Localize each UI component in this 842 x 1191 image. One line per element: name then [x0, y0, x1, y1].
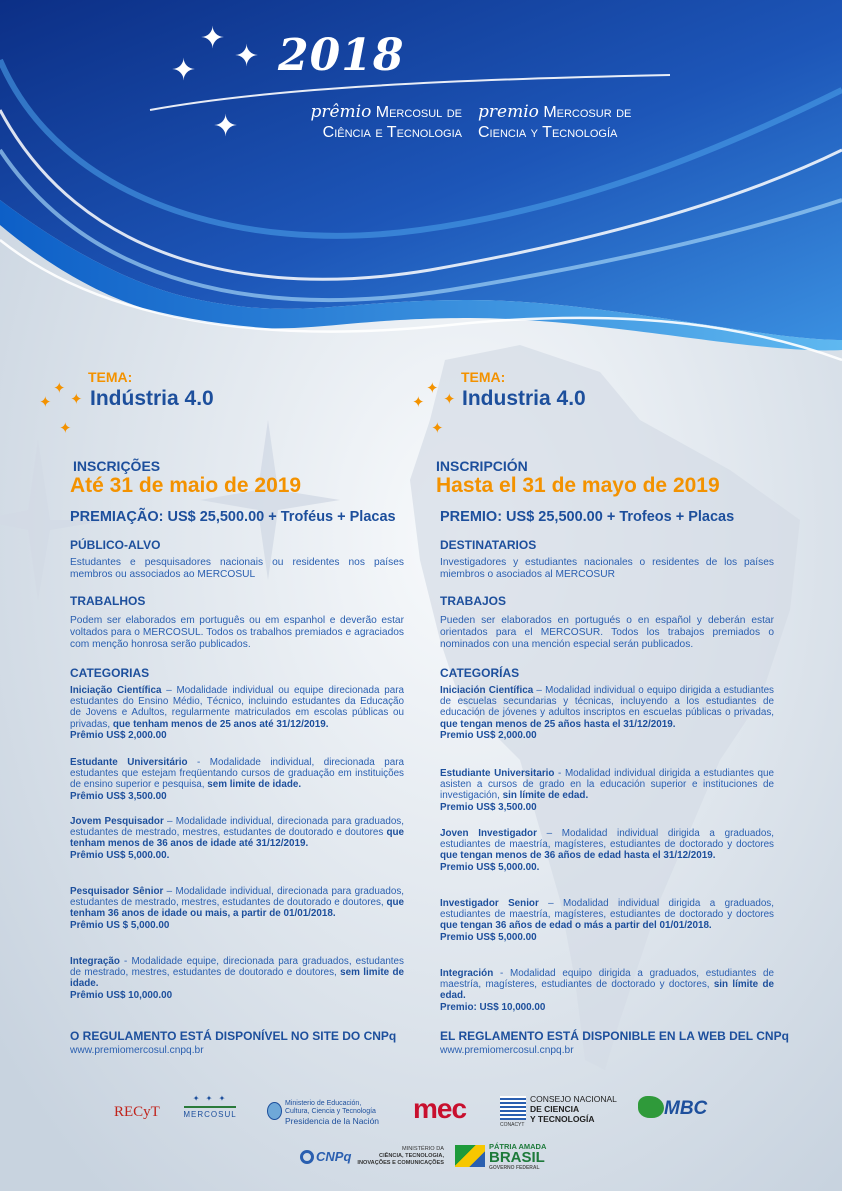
section-title: TRABAJOS	[440, 594, 507, 608]
mctic-logo: MINISTÉRIO DA CIÊNCIA, TECNOLOGIA, INOVAÇÕES E COMUNICAÇÕES	[357, 1146, 444, 1166]
star-icon: ✦	[171, 54, 197, 87]
tema-label: TEMA:	[461, 369, 506, 385]
star-icon: ✦ ✦ ✦	[192, 1094, 228, 1103]
star-icon: ✦	[200, 22, 226, 55]
star-icon: ✦	[443, 391, 456, 408]
tema-value: Industria 4.0	[462, 387, 586, 410]
category-item: Iniciación Científica – Modalidad individual o equipo dirigida a estudiantes de escuelas secundarias y técnicas, incluyendo a los estudiantes de educación de jóvenes y adultos inscriptos en escuelas públicas o privadas, que tengan menos de 25 años hasta el 31/12/2019. Premio US$ 2,000.00	[440, 685, 774, 741]
section-text: Investigadores y estudiantes nacionales o residentes de los países miembros o asociados al MERCOSUR	[440, 557, 774, 580]
star-icon: ✦	[39, 394, 52, 411]
star-icon: ✦	[70, 391, 83, 408]
category-item: Integração - Modalidade equipe, direcionada para graduados, estudantes de mestrado, mestres, estudantes de doutorado e doutores, sem limite de idade. Prêmio US$ 10,000.00	[70, 956, 404, 1001]
cnpq-symbol-icon	[300, 1150, 314, 1164]
brazil-map-icon	[638, 1096, 664, 1118]
star-icon: ✦	[59, 420, 72, 437]
star-icon: ✦	[213, 110, 239, 143]
edition-year: 2018	[278, 30, 405, 81]
section-title: DESTINATARIOS	[440, 538, 537, 552]
section-text: Estudantes e pesquisadores nacionais ou residentes nos países membros ou associados ao MERCOSUL	[70, 557, 404, 580]
section-text: Podem ser elaborados em português ou em espanhol e deverão estar voltados para o MERCOSUL. Todos os trabalhos premiados e agraciados com menção honrosa serão publicados.	[70, 615, 404, 650]
regulation-note: EL REGLAMENTO ESTÁ DISPONIBLE EN LA WEB DEL CNPq	[440, 1029, 789, 1043]
category-item: Estudante Universitário - Modalidade individual, direcionada para estudantes que estejam freqüentando cursos de graduação em instituições de ensino superior e pesquisa, sem limite de idade. Prêmio US$ 3,500.00	[70, 757, 404, 802]
prize-total: PREMIAÇÃO: US$ 25,500.00 + Troféus + Placas	[70, 509, 396, 525]
category-item: Integración - Modalidad equipo dirigida a graduados, estudiantes de maestría, magísteres, estudiantes de doctorado y doctores, sin límite de edad. Premio: US$ 10,000.00	[440, 968, 774, 1013]
category-item: Jovem Pesquisador – Modalidade individual, direcionada para graduados, estudantes de mestrado, mestres, estudantes de doutorado e doutores que tenham menos de 36 anos de idade até 31/12/2019. Prêmio US$ 5,000.00.	[70, 816, 404, 861]
mercosul-logo: ✦ ✦ ✦ MERCOSUL	[180, 1094, 240, 1119]
star-icon: ✦	[53, 380, 66, 397]
section-title: PÚBLICO-ALVO	[70, 538, 161, 552]
website-link[interactable]: www.premiomercosul.cnpq.br	[440, 1045, 574, 1056]
category-list	[440, 685, 774, 1028]
category-item: Pesquisador Sênior – Modalidade individual, direcionada para graduados, estudantes de mestrado, mestres, estudantes de doutorado e doutores, que tenham 36 anos de idade ou mais, a partir de 01/01/2018. Prêmio US $ 5,000.00	[70, 886, 404, 931]
category-item: Iniciação Científica – Modalidade individual ou equipe direcionada para estudantes do Ensino Médio, Técnico, incluindo estudantes da Educação de Jovens e Adultos, regularmente matriculados em escolas públicas ou privadas, que tenham menos de 25 anos até 31/12/2019. Prêmio US$ 2,000.00	[70, 685, 404, 741]
inscricoes-label: INSCRIPCIÓN	[436, 458, 528, 474]
category-list	[70, 685, 404, 1016]
prize-total: PREMIO: US$ 25,500.00 + Trofeos + Placas	[440, 509, 735, 525]
star-icon: ✦	[426, 380, 439, 397]
inscricoes-label: INSCRIÇÕES	[73, 458, 161, 474]
deadline-date: Hasta el 31 de mayo de 2019	[436, 474, 720, 497]
title-es: premio Mercosur de Ciencia y Tecnología	[478, 102, 632, 141]
section-text: Pueden ser elaborados en portugués o en español y deberán estar orientados para el MERCOSUR. Todos los trabajos premiados o nominados con una mención especial serán publicados.	[440, 615, 774, 650]
title-pt: prêmio Mercosul de Ciência e Tecnologia	[310, 102, 462, 141]
deadline-date: Até 31 de maio de 2019	[70, 474, 302, 497]
tema-value: Indústria 4.0	[90, 387, 214, 410]
star-icon: ✦	[431, 420, 444, 437]
recyt-logo: RECyT	[114, 1104, 160, 1120]
tema-label: TEMA:	[88, 369, 133, 385]
mec-logo: mec	[413, 1093, 467, 1124]
section-title: CATEGORÍAS	[440, 666, 520, 680]
section-title: CATEGORIAS	[70, 666, 150, 680]
section-title: TRABALHOS	[70, 594, 146, 608]
regulation-note: O REGULAMENTO ESTÁ DISPONÍVEL NO SITE DO CNPq	[70, 1029, 397, 1043]
star-icon: ✦	[234, 40, 260, 73]
brazil-flag-icon	[455, 1145, 485, 1167]
category-item: Investigador Senior – Modalidad individual dirigida a graduados, estudiantes de maestría, magísteres, estudiantes de doctorado y doctores que tengan 36 años de edad o más a partir del 01/01/2018. Premio US$ 5,000.00	[440, 898, 774, 943]
category-item: Joven Investigador – Modalidad individual dirigida a graduados, estudiantes de maestría, magísteres, estudiantes de doctorado y doctores que tengan menos de 36 años de edad hasta el 31/12/2019. Premio US$ 5,000.00.	[440, 828, 774, 873]
star-icon: ✦	[412, 394, 425, 411]
website-link[interactable]: www.premiomercosul.cnpq.br	[70, 1045, 204, 1056]
coat-of-arms-icon	[267, 1102, 282, 1120]
category-item: Estudiante Universitario - Modalidad individual dirigida a estudiantes que asisten a cursos de grado en la educación superior e instituciones de investigación, sin límite de edad. Premio US$ 3,500.00	[440, 768, 775, 813]
